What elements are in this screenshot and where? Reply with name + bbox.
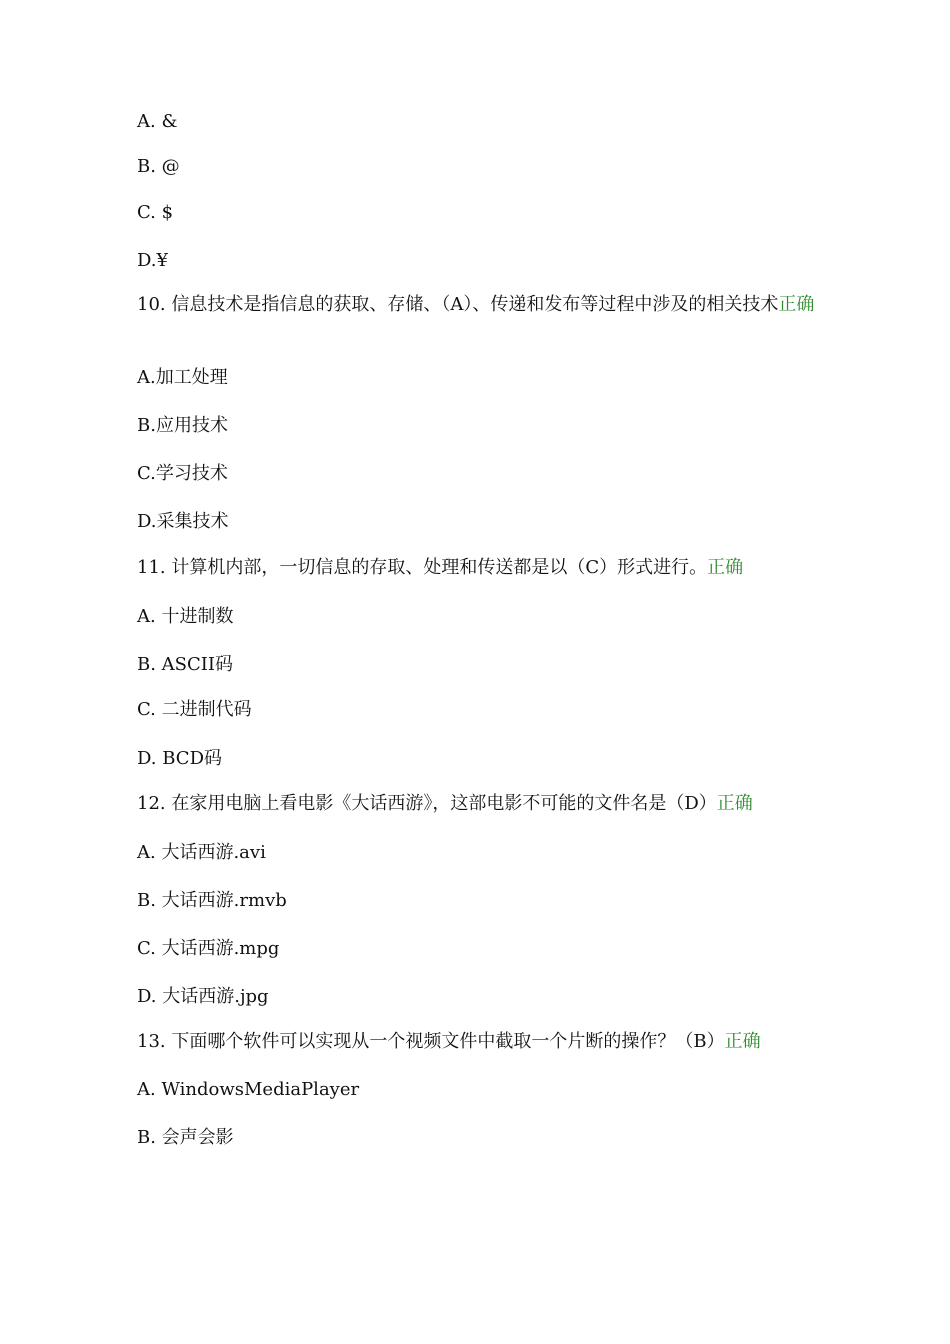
- correct-mark: 正确: [707, 557, 744, 578]
- correct-mark: 正确: [778, 294, 815, 315]
- question-12-option-c: C. 大话西游.mpg: [137, 938, 280, 959]
- option-d-line: D.¥: [137, 250, 168, 271]
- question-12-option-b: B. 大话西游.rmvb: [137, 890, 287, 911]
- option-a-line: A. &: [137, 111, 178, 132]
- question-11-option-b: B. ASCII码: [137, 654, 233, 675]
- correct-mark: 正确: [724, 1031, 761, 1052]
- question-10-option-a: A.加工处理: [137, 367, 228, 388]
- question-13-option-a: A. WindowsMediaPlayer: [137, 1079, 360, 1100]
- question-10-option-c: C.学习技术: [137, 463, 228, 484]
- question-12-text: 12. 在家用电脑上看电影《大话西游》，这部电影不可能的文件名是（D）: [137, 793, 717, 814]
- question-13: [137, 1030, 761, 1054]
- question-12-option-a: A. 大话西游.avi: [137, 842, 266, 863]
- question-10-text: 10. 信息技术是指信息的获取、存储、（A）、传递和发布等过程中涉及的相关技术: [137, 294, 779, 315]
- option-b-line: B. @: [137, 156, 180, 177]
- question-11-option-d: D. BCD码: [137, 748, 222, 769]
- question-10: [137, 293, 817, 317]
- option-c-line: C. $: [137, 202, 174, 223]
- question-13-option-b: B. 会声会影: [137, 1127, 234, 1148]
- question-12-option-d: D. 大话西游.jpg: [137, 986, 269, 1007]
- question-11-text: 11. 计算机内部，一切信息的存取、处理和传送都是以（C）形式进行。: [137, 557, 708, 578]
- question-10-option-b: B.应用技术: [137, 415, 228, 436]
- question-11-option-c: C. 二进制代码: [137, 699, 252, 720]
- question-11-option-a: A. 十进制数: [137, 606, 234, 627]
- question-13-text: 13. 下面哪个软件可以实现从一个视频文件中截取一个片断的操作？（B）: [137, 1031, 725, 1052]
- question-12: [137, 792, 753, 816]
- question-11: [137, 556, 743, 580]
- question-10-option-d: D.采集技术: [137, 511, 229, 532]
- correct-mark: 正确: [716, 793, 753, 814]
